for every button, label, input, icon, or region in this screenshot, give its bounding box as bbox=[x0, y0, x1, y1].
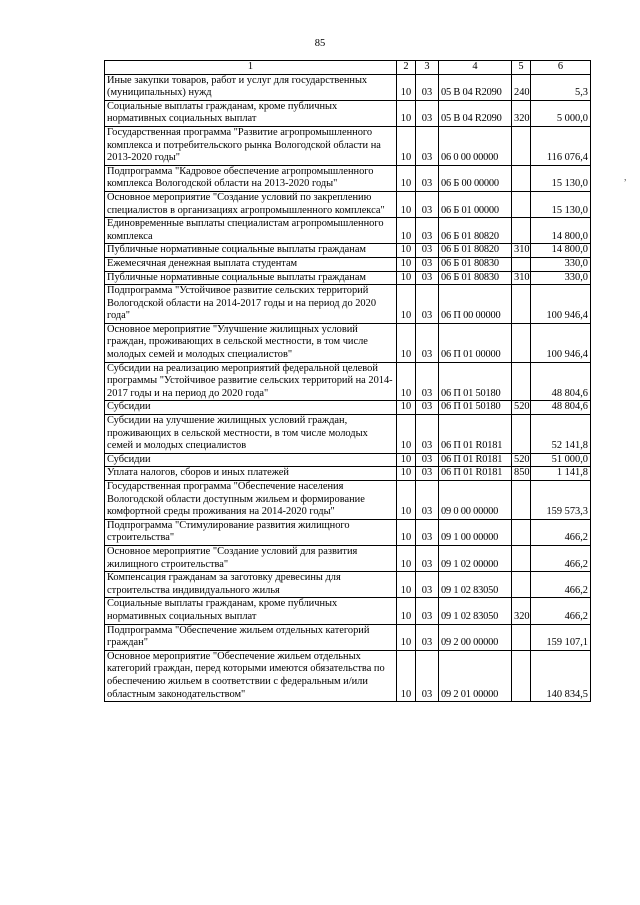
row-section-cell: 10 bbox=[397, 572, 416, 598]
row-amount-cell: 15 130,0 bbox=[531, 165, 591, 191]
row-target-code-cell: 06 0 00 00000 bbox=[439, 126, 512, 165]
row-expense-type-cell bbox=[512, 519, 531, 545]
table-row bbox=[105, 100, 591, 126]
row-name-cell: Государственная программа "Обеспечение населения Вологодской области доступным жильем и формирование комфортной среды проживания на 2014-2020 годы" bbox=[105, 481, 397, 520]
row-target-code-cell: 06 Б 01 80830 bbox=[439, 271, 512, 285]
row-expense-type-cell: 310 bbox=[512, 271, 531, 285]
row-expense-type-cell: 320 bbox=[512, 598, 531, 624]
row-section-cell: 10 bbox=[397, 165, 416, 191]
row-name-cell: Основное мероприятие "Создание условий для развития жилищного строительства" bbox=[105, 545, 397, 571]
table-row bbox=[105, 572, 591, 598]
row-amount-cell: 466,2 bbox=[531, 545, 591, 571]
table-row bbox=[105, 624, 591, 650]
row-subsection-cell: 03 bbox=[416, 191, 439, 217]
table-row bbox=[105, 545, 591, 571]
row-name-cell: Государственная программа "Развитие агропромышленного комплекса и потребительского рынка Вологодской области на 2013-2020 годы" bbox=[105, 126, 397, 165]
table-row bbox=[105, 362, 591, 401]
row-target-code-cell: 09 1 00 00000 bbox=[439, 519, 512, 545]
row-target-code-cell: 06 П 01 R0181 bbox=[439, 415, 512, 454]
row-target-code-cell: 06 Б 01 00000 bbox=[439, 191, 512, 217]
row-name-cell: Подпрограмма "Обеспечение жильем отдельных категорий граждан" bbox=[105, 624, 397, 650]
row-expense-type-cell bbox=[512, 650, 531, 701]
row-subsection-cell: 03 bbox=[416, 415, 439, 454]
row-target-code-cell: 06 П 01 00000 bbox=[439, 323, 512, 362]
row-target-code-cell: 06 Б 01 80820 bbox=[439, 218, 512, 244]
row-expense-type-cell bbox=[512, 545, 531, 571]
table-row bbox=[105, 415, 591, 454]
row-expense-type-cell bbox=[512, 165, 531, 191]
row-name-cell: Субсидии на улучшение жилищных условий граждан, проживающих в сельской местности, в том числе молодых семей и молодых специалистов bbox=[105, 415, 397, 454]
row-section-cell: 10 bbox=[397, 244, 416, 258]
row-subsection-cell: 03 bbox=[416, 244, 439, 258]
row-expense-type-cell: 240 bbox=[512, 74, 531, 100]
table-row bbox=[105, 519, 591, 545]
table-row bbox=[105, 453, 591, 467]
table-row bbox=[105, 401, 591, 415]
row-target-code-cell: 09 1 02 83050 bbox=[439, 598, 512, 624]
table-row bbox=[105, 323, 591, 362]
row-section-cell: 10 bbox=[397, 271, 416, 285]
row-section-cell: 10 bbox=[397, 218, 416, 244]
row-expense-type-cell bbox=[512, 191, 531, 217]
row-amount-cell: 159 573,3 bbox=[531, 481, 591, 520]
row-subsection-cell: 03 bbox=[416, 218, 439, 244]
row-target-code-cell: 06 П 01 50180 bbox=[439, 401, 512, 415]
row-subsection-cell: 03 bbox=[416, 650, 439, 701]
row-target-code-cell: 05 В 04 R2090 bbox=[439, 74, 512, 100]
row-amount-cell: 51 000,0 bbox=[531, 453, 591, 467]
table-row bbox=[105, 126, 591, 165]
row-expense-type-cell: 310 bbox=[512, 244, 531, 258]
row-amount-cell: 140 834,5 bbox=[531, 650, 591, 701]
row-subsection-cell: 03 bbox=[416, 481, 439, 520]
row-section-cell: 10 bbox=[397, 519, 416, 545]
row-subsection-cell: 03 bbox=[416, 519, 439, 545]
row-subsection-cell: 03 bbox=[416, 100, 439, 126]
table-row bbox=[105, 285, 591, 324]
table-row bbox=[105, 467, 591, 481]
row-section-cell: 10 bbox=[397, 362, 416, 401]
row-section-cell: 10 bbox=[397, 598, 416, 624]
row-target-code-cell: 09 0 00 00000 bbox=[439, 481, 512, 520]
row-section-cell: 10 bbox=[397, 74, 416, 100]
row-name-cell: Основное мероприятие "Создание условий по закреплению специалистов в организациях агропромышленного комплекса" bbox=[105, 191, 397, 217]
row-name-cell: Подпрограмма "Стимулирование развития жилищного строительства" bbox=[105, 519, 397, 545]
row-name-cell: Уплата налогов, сборов и иных платежей bbox=[105, 467, 397, 481]
row-name-cell: Подпрограмма "Кадровое обеспечение агропромышленного комплекса Вологодской области на 2013-2020 годы" bbox=[105, 165, 397, 191]
row-section-cell: 10 bbox=[397, 191, 416, 217]
row-expense-type-cell bbox=[512, 362, 531, 401]
table-row bbox=[105, 74, 591, 100]
row-subsection-cell: 03 bbox=[416, 257, 439, 271]
row-amount-cell: 14 800,0 bbox=[531, 244, 591, 258]
row-expense-type-cell bbox=[512, 415, 531, 454]
row-section-cell: 10 bbox=[397, 126, 416, 165]
row-section-cell: 10 bbox=[397, 467, 416, 481]
row-amount-cell: 330,0 bbox=[531, 257, 591, 271]
row-amount-cell: 330,0 bbox=[531, 271, 591, 285]
row-subsection-cell: 03 bbox=[416, 401, 439, 415]
row-name-cell: Компенсация гражданам за заготовку древесины для строительства индивидуального жилья bbox=[105, 572, 397, 598]
row-name-cell: Основное мероприятие "Улучшение жилищных условий граждан, проживающих в сельской местности, в том числе молодых семей и молодых специалистов" bbox=[105, 323, 397, 362]
row-expense-type-cell bbox=[512, 285, 531, 324]
row-section-cell: 10 bbox=[397, 481, 416, 520]
table-row bbox=[105, 191, 591, 217]
page-number: 85 bbox=[314, 38, 326, 49]
row-amount-cell: 15 130,0 bbox=[531, 191, 591, 217]
row-expense-type-cell bbox=[512, 572, 531, 598]
row-expense-type-cell bbox=[512, 257, 531, 271]
column-header: 2 bbox=[397, 61, 416, 75]
row-amount-cell: 52 141,8 bbox=[531, 415, 591, 454]
row-section-cell: 10 bbox=[397, 257, 416, 271]
table-row bbox=[105, 165, 591, 191]
row-target-code-cell: 09 2 00 00000 bbox=[439, 624, 512, 650]
row-subsection-cell: 03 bbox=[416, 545, 439, 571]
row-section-cell: 10 bbox=[397, 100, 416, 126]
table-row bbox=[105, 257, 591, 271]
table-row bbox=[105, 481, 591, 520]
row-name-cell: Единовременные выплаты специалистам агропромышленного комплекса bbox=[105, 218, 397, 244]
row-expense-type-cell: 320 bbox=[512, 100, 531, 126]
column-header: 6 bbox=[531, 61, 591, 75]
row-section-cell: 10 bbox=[397, 453, 416, 467]
row-section-cell: 10 bbox=[397, 650, 416, 701]
row-subsection-cell: 03 bbox=[416, 271, 439, 285]
row-amount-cell: 5 000,0 bbox=[531, 100, 591, 126]
row-amount-cell: 100 946,4 bbox=[531, 285, 591, 324]
row-subsection-cell: 03 bbox=[416, 362, 439, 401]
column-header: 3 bbox=[416, 61, 439, 75]
row-subsection-cell: 03 bbox=[416, 572, 439, 598]
row-target-code-cell: 05 В 04 R2090 bbox=[439, 100, 512, 126]
row-subsection-cell: 03 bbox=[416, 598, 439, 624]
row-subsection-cell: 03 bbox=[416, 126, 439, 165]
budget-table bbox=[104, 60, 591, 702]
row-section-cell: 10 bbox=[397, 401, 416, 415]
row-name-cell: Подпрограмма "Устойчивое развитие сельских территорий Вологодской области на 2014-2017 годы и на период до 2020 года" bbox=[105, 285, 397, 324]
row-subsection-cell: 03 bbox=[416, 323, 439, 362]
row-target-code-cell: 06 П 00 00000 bbox=[439, 285, 512, 324]
row-section-cell: 10 bbox=[397, 624, 416, 650]
margin-mark: , bbox=[624, 172, 627, 183]
row-target-code-cell: 06 П 01 50180 bbox=[439, 362, 512, 401]
row-amount-cell: 48 804,6 bbox=[531, 401, 591, 415]
row-target-code-cell: 09 1 02 00000 bbox=[439, 545, 512, 571]
row-name-cell: Социальные выплаты гражданам, кроме публичных нормативных социальных выплат bbox=[105, 100, 397, 126]
row-expense-type-cell bbox=[512, 624, 531, 650]
row-target-code-cell: 06 Б 01 80830 bbox=[439, 257, 512, 271]
row-name-cell: Социальные выплаты гражданам, кроме публичных нормативных социальных выплат bbox=[105, 598, 397, 624]
row-target-code-cell: 06 Б 00 00000 bbox=[439, 165, 512, 191]
row-section-cell: 10 bbox=[397, 415, 416, 454]
row-amount-cell: 466,2 bbox=[531, 598, 591, 624]
table-row bbox=[105, 218, 591, 244]
row-name-cell: Основное мероприятие "Обеспечение жильем отдельных категорий граждан, перед которыми имеются обязательства по обеспечению жильем в соответствии с федеральным и/или областным законодательством" bbox=[105, 650, 397, 701]
row-subsection-cell: 03 bbox=[416, 624, 439, 650]
row-subsection-cell: 03 bbox=[416, 74, 439, 100]
row-amount-cell: 5,3 bbox=[531, 74, 591, 100]
row-subsection-cell: 03 bbox=[416, 285, 439, 324]
table-row bbox=[105, 271, 591, 285]
table-row bbox=[105, 650, 591, 701]
table-row bbox=[105, 244, 591, 258]
row-subsection-cell: 03 bbox=[416, 467, 439, 481]
row-subsection-cell: 03 bbox=[416, 165, 439, 191]
row-target-code-cell: 09 1 02 83050 bbox=[439, 572, 512, 598]
column-header: 5 bbox=[512, 61, 531, 75]
table-row bbox=[105, 598, 591, 624]
row-expense-type-cell: 520 bbox=[512, 453, 531, 467]
column-header: 4 bbox=[439, 61, 512, 75]
row-name-cell: Субсидии bbox=[105, 453, 397, 467]
row-expense-type-cell bbox=[512, 481, 531, 520]
row-name-cell: Публичные нормативные социальные выплаты гражданам bbox=[105, 244, 397, 258]
row-expense-type-cell: 850 bbox=[512, 467, 531, 481]
row-name-cell: Публичные нормативные социальные выплаты гражданам bbox=[105, 271, 397, 285]
row-target-code-cell: 06 Б 01 80820 bbox=[439, 244, 512, 258]
row-name-cell: Ежемесячная денежная выплата студентам bbox=[105, 257, 397, 271]
row-amount-cell: 14 800,0 bbox=[531, 218, 591, 244]
row-amount-cell: 466,2 bbox=[531, 519, 591, 545]
row-name-cell: Иные закупки товаров, работ и услуг для государственных (муниципальных) нужд bbox=[105, 74, 397, 100]
row-section-cell: 10 bbox=[397, 323, 416, 362]
row-expense-type-cell: 520 bbox=[512, 401, 531, 415]
row-amount-cell: 1 141,8 bbox=[531, 467, 591, 481]
row-target-code-cell: 06 П 01 R0181 bbox=[439, 467, 512, 481]
row-expense-type-cell bbox=[512, 126, 531, 165]
row-name-cell: Субсидии bbox=[105, 401, 397, 415]
row-name-cell: Субсидии на реализацию мероприятий федеральной целевой программы "Устойчивое развитие сельских территорий на 2014-2017 годы и на период до 2020 года" bbox=[105, 362, 397, 401]
row-amount-cell: 100 946,4 bbox=[531, 323, 591, 362]
row-expense-type-cell bbox=[512, 323, 531, 362]
row-subsection-cell: 03 bbox=[416, 453, 439, 467]
row-target-code-cell: 06 П 01 R0181 bbox=[439, 453, 512, 467]
row-amount-cell: 159 107,1 bbox=[531, 624, 591, 650]
row-amount-cell: 116 076,4 bbox=[531, 126, 591, 165]
row-section-cell: 10 bbox=[397, 545, 416, 571]
row-section-cell: 10 bbox=[397, 285, 416, 324]
row-expense-type-cell bbox=[512, 218, 531, 244]
row-target-code-cell: 09 2 01 00000 bbox=[439, 650, 512, 701]
row-amount-cell: 48 804,6 bbox=[531, 362, 591, 401]
column-header: 1 bbox=[105, 61, 397, 75]
row-amount-cell: 466,2 bbox=[531, 572, 591, 598]
table-header-row bbox=[105, 61, 591, 75]
